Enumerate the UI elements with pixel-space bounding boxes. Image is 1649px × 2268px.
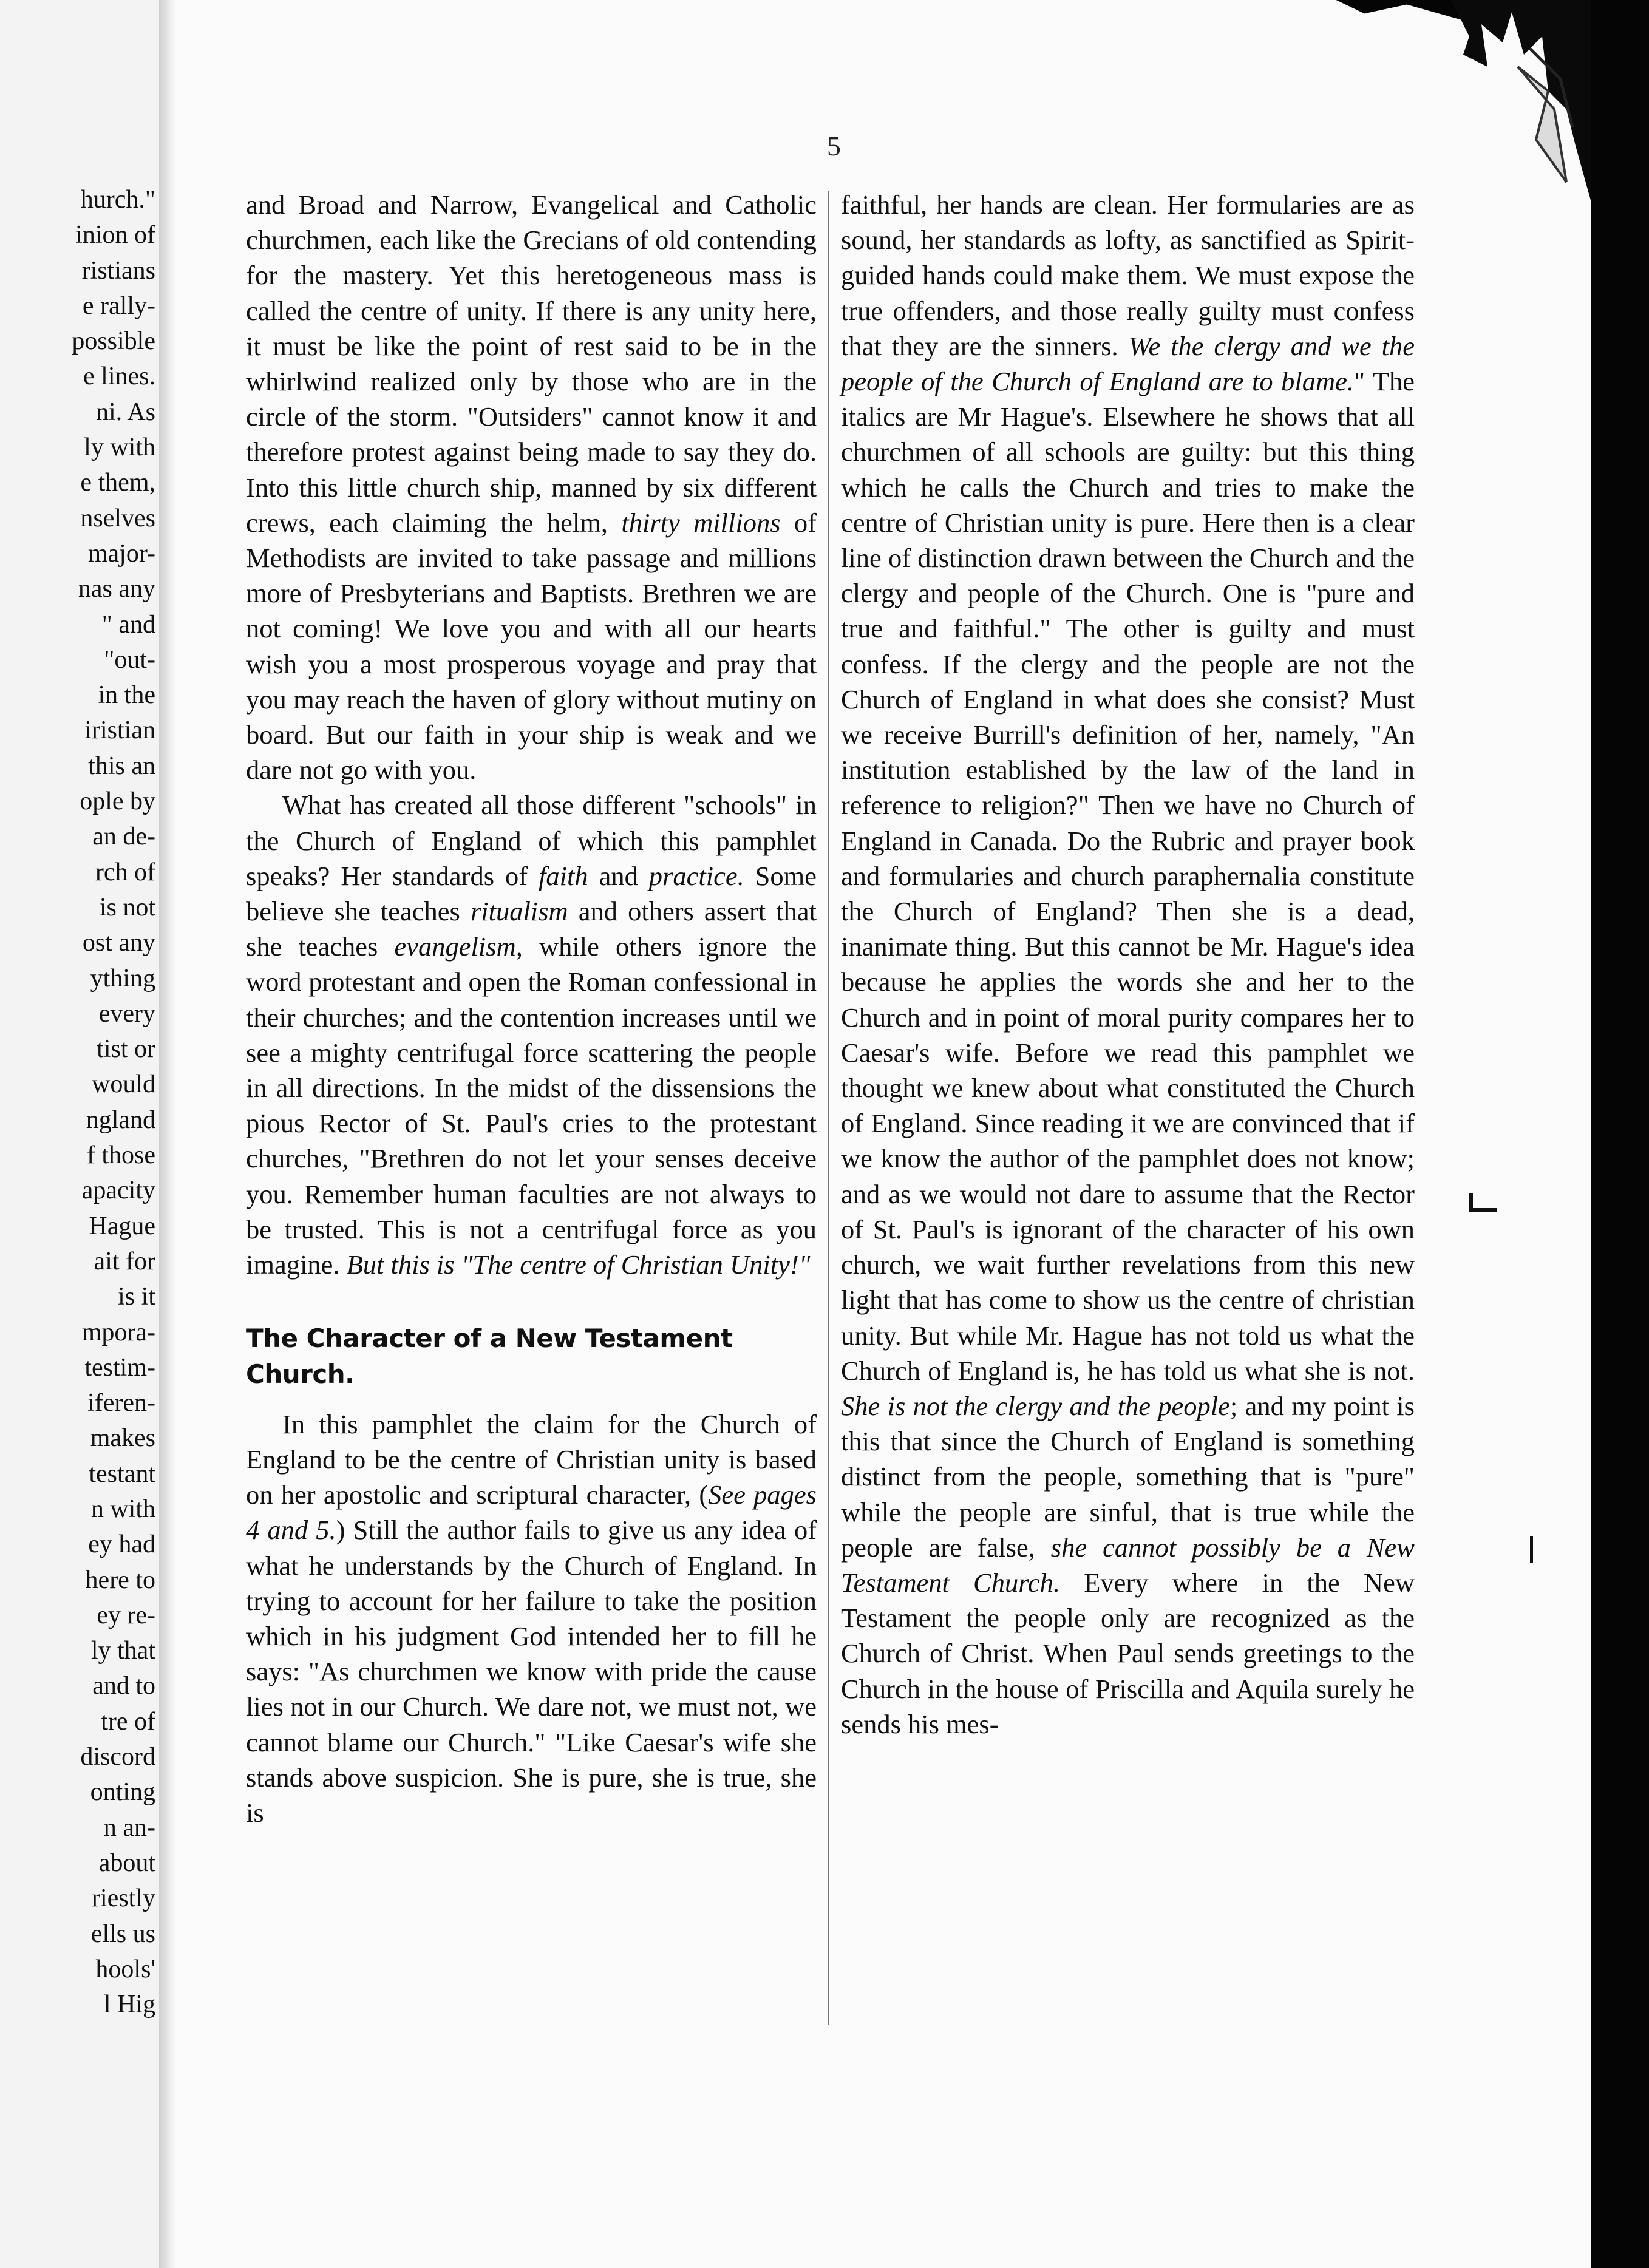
left-page-fragment: "out- [104,645,155,674]
left-page-fragment: and to [92,1672,155,1700]
paragraph [246,787,817,1282]
left-page-fragment: ells us [90,1920,155,1948]
left-page-fragment: inion of [75,221,155,250]
left-page-fragment: riestly [92,1884,155,1913]
left-page-fragment: l Hig [103,1991,155,2019]
left-page-fragment: iferen- [87,1389,155,1418]
left-page-fragments [0,182,159,2022]
scan-mark [1469,1193,1473,1211]
text-run: ) Still the author fails to give us any idea of what he understands by the Church of England. In trying to account for her failure to take the position which in his judgment God intended her to fill he says: "As churchmen we know with pride the cause lies not in our Church. We dare not, we must not, we cannot blame our Church." "Like Caesar's wife she stands above suspicion. She is pure, she is true, she is [246,1515,817,1828]
left-page-fragment: every [98,999,155,1028]
left-page-fragment: ni. As [95,398,155,426]
italic-text: she cannot possibly be a New Testament Church. [841,1532,1415,1598]
text-run: What has created all those different "schools" in the Church of England of which this pamphlet speaks? Her standards of [246,790,817,891]
paragraph [246,187,817,787]
text-run: Every where in the New Testament the people only are recognized as the Church of Christ. When Paul sends greetings to the Church in the house of Priscilla and Aquila surely he sends his mes- [841,1567,1415,1739]
left-page-fragment: hurch." [80,186,155,214]
left-page-fragment: here to [85,1566,155,1594]
left-page-fragment: Hague [89,1212,155,1240]
text-run: and Broad and Narrow, Evangelical and Catholic churchmen, each like the Grecians of old contending for the mastery. Yet this heretogeneous mass is called the centre of unity. If there is any unity here, it must be like the point of rest said to be in the whirlwind realized only by those who are in the circle of the storm. "Outsiders" cannot know it and therefore protest against being made to say they do. Into this little church ship, manned by six different crews, each claiming the helm, [246,189,817,538]
left-page-fragment: an de- [92,823,155,851]
text-run: faithful, her hands are clean. Her formularies are as sound, her standards as lofty, as sanctified as Spirit-guided hands could make them. We must expose the true offenders, and those really guilty must confess that they are the sinners. [841,189,1415,361]
text-run: In this pamphlet the claim for the Church of England to be the centre of Christian unity is based on her apostolic and scriptural character, ( [246,1408,817,1510]
left-page-fragment: n with [90,1495,155,1523]
left-page-fragment: discord [80,1743,155,1771]
scan-mark [1469,1208,1497,1212]
left-page-fragment: would [92,1070,155,1099]
scan-mark [1530,1536,1533,1563]
torn-corner-graphic [1445,0,1591,200]
left-page-fragment: ait for [93,1247,155,1275]
left-page-fragment: tist or [97,1035,155,1064]
paragraph [246,1407,817,1830]
text-run: while others ignore the word protestant and open the Roman confessional in their churches; and the contention increases until we see a mighty centrifugal force scattering the people in all directions. In the midst of the dissensions the pious Rector of St. Paul's cries to the protestant churches, "Brethren do not let your senses deceive you. Remember human faculties are not always to be trusted. This is not a centrifugal force as you imagine. [246,931,817,1280]
left-page-fragment: mpora- [81,1318,155,1346]
left-page-fragment: n an- [103,1813,155,1842]
left-facing-page [0,0,159,2268]
left-page-fragment: nselves [80,504,155,532]
text-run: and [599,860,638,891]
left-page-fragment: ly that [90,1637,155,1665]
italic-text: practice. [648,860,744,891]
right-column [841,187,1415,1742]
left-page-fragment: " and [101,610,155,639]
left-page-fragment: ngland [86,1105,155,1134]
left-page-fragment: iristian [84,716,155,745]
left-page-fragment: hools' [95,1955,155,1983]
left-page-fragment: nas any [78,575,155,603]
left-page-fragment: ey had [88,1530,155,1559]
page-gutter [159,0,176,2268]
italic-text: ritualism [470,896,568,927]
left-page-fragment: e rally- [82,291,155,320]
paragraph [841,187,1415,1742]
left-page-fragment: onting [90,1778,155,1807]
left-page-fragment: this an [88,752,155,780]
left-page-fragment: ey re- [97,1601,155,1629]
section-heading: The Character of a New Testament Church. [246,1323,733,1389]
italic-text: thirty millions [621,507,781,538]
text-run: and others assert that she teaches [246,896,817,962]
italic-text: We the clergy and we the people of the Church of England are to blame. [841,330,1415,397]
left-page-fragment: makes [90,1424,155,1453]
left-page-fragment: about [98,1849,155,1877]
left-page-fragment: is it [118,1283,155,1311]
left-page-fragment: e lines. [83,362,155,391]
left-page-fragment: ristians [81,256,155,285]
left-page-fragment: e them, [80,469,155,497]
left-page-fragment: ything [90,964,155,993]
left-page-fragment: tre of [101,1707,155,1736]
italic-text: evangelism, [394,931,523,962]
scan-background [1591,0,1649,2268]
left-page-fragment: testim- [84,1353,155,1382]
left-page-fragment: f those [86,1141,155,1170]
left-column [246,187,817,1830]
left-page-fragment: ost any [82,929,155,957]
italic-text: She is not the clergy and the people [841,1390,1230,1421]
italic-text: faith [539,860,588,891]
text-run: of Methodists are invited to take passage and millions more of Presbyterians and Baptists. Brethren we are not coming! We love you and with all our hearts wish you a most prosperous voyage and pray that you may reach the haven of glory without mutiny on board. But our faith in your ship is weak and we dare not go with you. [246,507,817,786]
text-run: " The italics are Mr Hague's. Elsewhere he shows that all churchmen of all schools are guilty: but this thing which he calls the Church and tries to make the centre of Christian unity is pure. Here then is a clear line of distinction drawn between the Church and the clergy and people of the Church. One is "pure and true and faithful." The other is guilty and must confess. If the clergy and the people are not the Church of England in what does she consist? Must we receive Burrill's definition of her, namely, "An institution established by the law of the land in reference to religion?" Then we have no Church of England in Canada. Do the Rubric and prayer book and formularies and church paraphernalia constitute the Church of England? Then she is a dead, inanimate thing. But this cannot be Mr. Hague's idea because he applies the words she and her to the Church and in point of moral purity compares her to Caesar's wife. Before we read this pamphlet we thought we knew about what constituted the Church of England. Since reading it we are convinced that if we know the author of the pamphlet does not know; and as we would not dare to assume that the Rector of St. Paul's is ignorant of the character of his own church, we wait further revelations from this new light that has come to show us the centre of christian unity. But while Mr. Hague has not told us what the Church of England is, he has told us what she is not. [841,366,1415,1386]
column-divider [828,191,829,2025]
left-page-fragment: apacity [81,1176,155,1205]
left-page-fragment: in the [98,681,155,710]
left-page-fragment: testant [89,1459,155,1488]
left-page-fragment: possible [72,327,155,356]
text-run: Some believe she teaches [246,860,817,927]
italic-text: But this is "The centre of Christian Unity!" [346,1249,811,1280]
italic-text: See pages 4 and 5. [246,1479,817,1546]
page-number: 5 [827,131,841,161]
text-run: ; and my point is this that since the Church of England is something distinct from the people, something that is "pure" while the people are sinful, that is true while the people are false, [841,1390,1415,1563]
left-page-fragment: rch of [95,858,155,886]
left-page-fragment: ly with [84,433,155,462]
left-page-fragment: is not [99,893,155,922]
left-page-fragment: major- [87,539,155,568]
left-page-fragment: ople by [80,787,155,816]
